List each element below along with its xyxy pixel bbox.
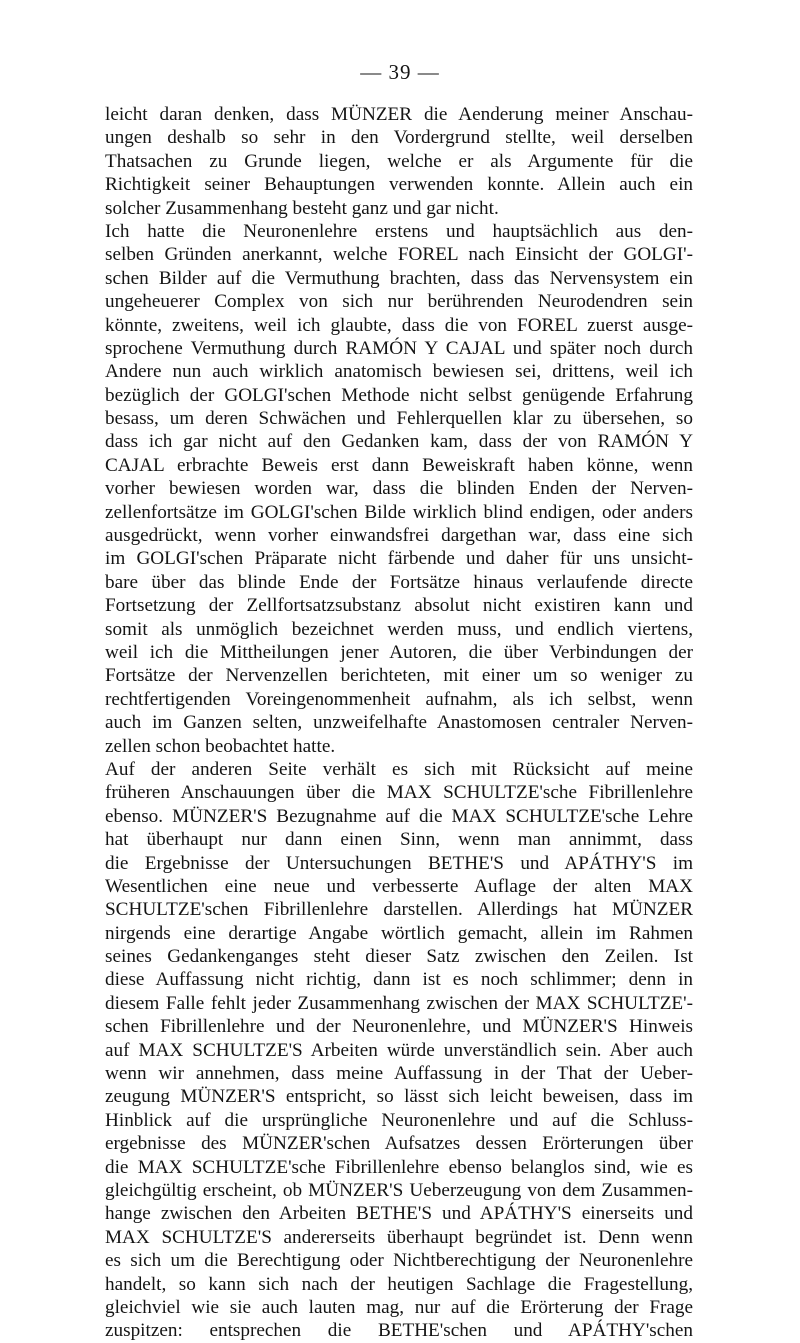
text-line: Fortsätze der Nervenzellen berichteten, mit einer um so weniger zu [105,665,693,687]
text-line: zeugung MÜNZER'S entspricht, so lässt sich leicht beweisen, dass im [105,1086,693,1108]
text-line: zellen schon beobachtet hatte. [105,735,336,757]
text-line: Auf der anderen Seite verhält es sich mit Rücksicht auf meine [105,758,693,780]
text-line: weil ich die Mittheilungen jener Autoren, die über Verbindungen der [105,641,693,663]
text-line: leicht daran denken, dass MÜNZER die Aenderung meiner Anschau- [105,104,693,125]
text-line: die Ergebnisse der Untersuchungen BETHE'S und APÁTHY'S im [105,852,693,874]
text-line: früheren Anschauungen über die MAX SCHULTZE'sche Fibrillenlehre [105,782,693,804]
text-line: ungen deshalb so sehr in den Vordergrund stellte, weil derselben [105,127,693,149]
text-line: Thatsachen zu Grunde liegen, welche er als Argumente für die [105,150,693,172]
text-line: dass ich gar nicht auf den Gedanken kam, dass der von RAMÓN Y [105,431,693,453]
text-line: sprochene Vermuthung durch RAMÓN Y CAJAL und später noch durch [105,337,693,359]
text-line: somit als unmöglich bezeichnet werden muss, und endlich viertens, [105,618,693,640]
text-line: bezüglich der GOLGI'schen Methode nicht selbst genügende Erfahrung [105,384,693,406]
text-line: diese Auffassung nicht richtig, dann ist es noch schlimmer; denn in [105,969,693,991]
text-line: gleichgültig erscheint, ob MÜNZER'S Ueberzeugung von dem Zusammen- [105,1179,693,1201]
text-line: gleichviel wie sie auch lauten mag, nur auf die Erörterung der Frage [105,1296,693,1318]
text-line: auf MAX SCHULTZE'S Arbeiten würde unverständlich sein. Aber auch [105,1039,693,1061]
text-line: Ich hatte die Neuronenlehre erstens und hauptsächlich aus den- [105,220,693,242]
text-line: zellenfortsätze im GOLGI'schen Bilde wirklich blind endigen, oder anders [105,501,693,523]
text-line: diesem Falle fehlt jeder Zusammenhang zwischen der MAX SCHULTZE'- [105,992,693,1014]
text-line: Wesentlichen eine neue und verbesserte Auflage der alten MAX [105,875,693,897]
text-line: solcher Zusammenhang besteht ganz und gar nicht. [105,197,499,219]
text-line: auch im Ganzen selten, unzweifelhafte Anastomosen centraler Nerven- [105,712,693,734]
text-line: ausgedrückt, wenn vorher einwandsfrei dargethan war, dass eine sich [105,525,693,547]
text-line: schen Bilder auf die Vermuthung brachten, dass das Nervensystem ein [105,267,693,289]
text-line: Hinblick auf die ursprüngliche Neuronenlehre und auf die Schluss- [105,1109,693,1131]
text-line: nirgends eine derartige Angabe wörtlich gemacht, allein im Rahmen [105,922,693,944]
text-line: könnte, zweitens, weil ich glaubte, dass die von FOREL zuerst ausge- [105,314,693,336]
page-number: — 39 — [360,60,440,84]
text-line: MAX SCHULTZE'S andererseits überhaupt begründet ist. Denn wenn [105,1226,693,1248]
text-line: hange zwischen den Arbeiten BETHE'S und APÁTHY'S einerseits und [105,1203,693,1225]
text-line: bare über das blinde Ende der Fortsätze hinaus verlaufende directe [105,571,693,593]
text-line: Richtigkeit seiner Behauptungen verwenden konnte. Allein auch ein [105,174,693,196]
text-line: Fortsetzung der Zellfortsatzsubstanz absolut nicht existiren kann und [105,595,693,617]
text-line: besass, um deren Schwächen und Fehlerquellen klar zu übersehen, so [105,408,693,430]
text-line: SCHULTZE'schen Fibrillenlehre darstellen. Allerdings hat MÜNZER [105,899,693,921]
text-line: selben Gründen anerkannt, welche FOREL nach Einsicht der GOLGI'- [105,244,693,266]
text-line: im GOLGI'schen Präparate nicht färbende und daher für uns unsicht- [105,548,693,570]
text-line: hat überhaupt nur dann einen Sinn, wenn man annimmt, dass [105,829,693,851]
text-line: CAJAL erbrachte Beweis erst dann Beweiskraft haben könne, wenn [105,454,693,476]
text-line: schen Fibrillenlehre und der Neuronenlehre, und MÜNZER'S Hinweis [105,1016,693,1038]
text-line: vorher bewiesen worden war, dass die blinden Enden der Nerven- [105,478,693,500]
text-line: die MAX SCHULTZE'sche Fibrillenlehre ebenso belanglos sind, wie es [105,1156,693,1178]
text-line: Andere nun auch wirklich anatomisch bewiesen sei, drittens, weil ich [105,361,693,383]
text-line: wenn wir annehmen, dass meine Auffassung in der That der Ueber- [105,1063,693,1085]
text-line: ungeheuerer Complex von sich nur berührenden Neurodendren sein [105,291,693,313]
text-line: zuspitzen: entsprechen die BETHE'schen und APÁTHY'schen [105,1320,693,1342]
body-text [105,103,693,1343]
text-line: ergebnisse des MÜNZER'schen Aufsatzes dessen Erörterungen über [105,1133,693,1155]
text-line: es sich um die Berechtigung oder Nichtberechtigung der Neuronenlehre [105,1250,693,1272]
text-line: ebenso. MÜNZER'S Bezugnahme auf die MAX SCHULTZE'sche Lehre [105,805,693,827]
text-line: handelt, so kann sich nach der heutigen Sachlage die Fragestellung, [105,1273,693,1295]
text-line: seines Gedankenganges steht dieser Satz zwischen den Zeilen. Ist [105,946,693,968]
text-line: rechtfertigenden Voreingenommenheit aufnahm, als ich selbst, wenn [105,688,693,710]
